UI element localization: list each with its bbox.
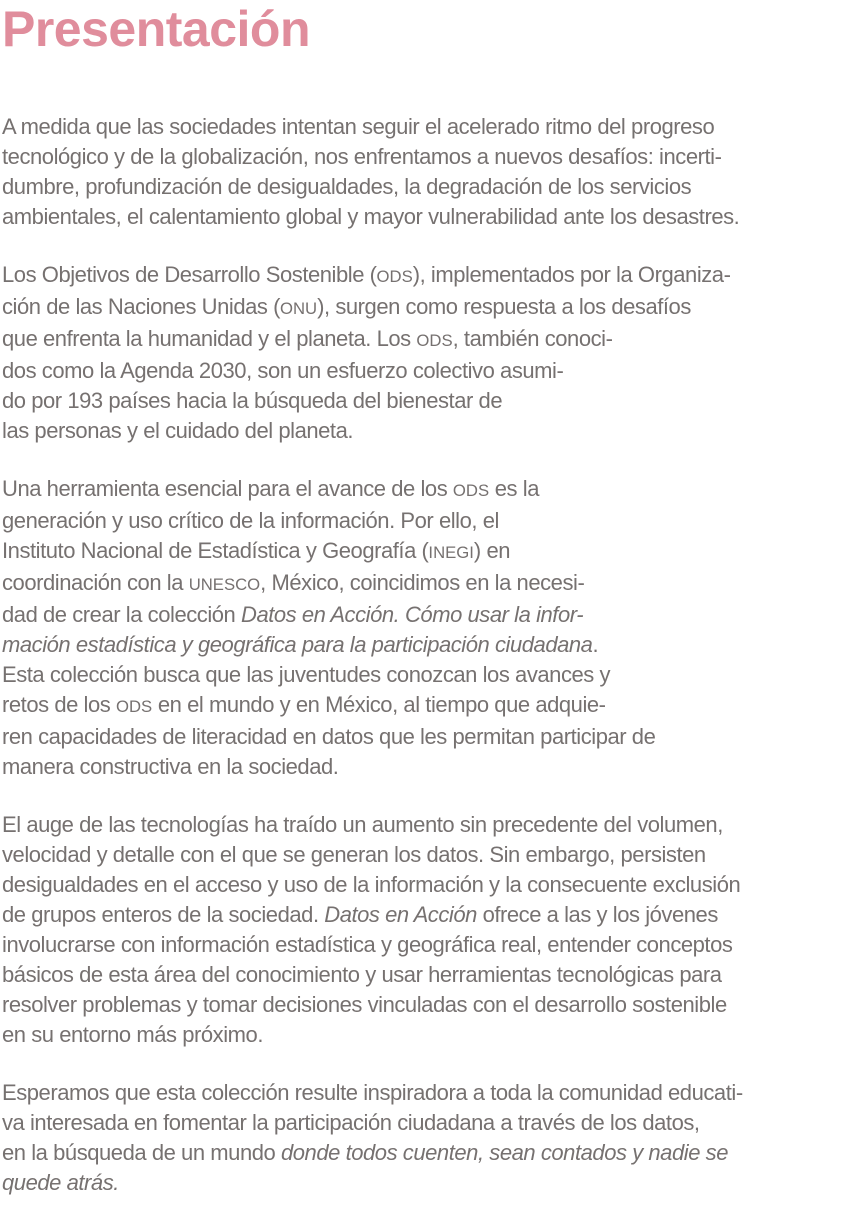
text-line: manera constructiva en la sociedad. xyxy=(2,754,339,779)
text-line: resolver problemas y tomar decisiones vinculadas con el desarrollo sostenible xyxy=(2,992,727,1017)
text-line: ren capacidades de literacidad en datos que les permitan participar de xyxy=(2,724,656,749)
paragraph-2 xyxy=(2,260,839,446)
text-line: en su entorno más próximo. xyxy=(2,1022,263,1047)
text-line: do por 193 países hacia la búsqueda del bienestar de xyxy=(2,388,503,413)
text-line: ción de las Naciones Unidas (ONU), surgen como respuesta a los desafíos xyxy=(2,294,691,319)
text-line: involucrarse con información estadística y geográfica real, entender conceptos xyxy=(2,932,733,957)
text-line: de grupos enteros de la sociedad. Datos en Acción ofrece a las y los jóvenes xyxy=(2,902,718,927)
text-line: Instituto Nacional de Estadística y Geografía (INEGI) en xyxy=(2,538,511,563)
text-line: velocidad y detalle con el que se generan los datos. Sin embargo, persisten xyxy=(2,842,706,867)
text-line: va interesada en fomentar la participación ciudadana a través de los datos, xyxy=(2,1110,700,1135)
text-line: Esta colección busca que las juventudes conozcan los avances y xyxy=(2,662,611,687)
text-line: A medida que las sociedades intentan seguir el acelerado ritmo del progreso xyxy=(2,114,715,139)
text-line: coordinación con la UNESCO, México, coincidimos en la necesi- xyxy=(2,570,585,595)
paragraph-1 xyxy=(2,112,839,232)
text-line: Una herramienta esencial para el avance de los ODS es la xyxy=(2,476,539,501)
text-line: Esperamos que esta colección resulte inspiradora a toda la comunidad educati- xyxy=(2,1080,743,1105)
paragraph-3 xyxy=(2,474,839,782)
paragraph-5 xyxy=(2,1078,839,1198)
body-text xyxy=(2,112,839,1198)
text-line: desigualdades en el acceso y uso de la información y la consecuente exclusión xyxy=(2,872,741,897)
paragraph-4 xyxy=(2,810,839,1050)
text-line: que enfrenta la humanidad y el planeta. Los ODS, también conoci- xyxy=(2,326,613,351)
text-line: dos como la Agenda 2030, son un esfuerzo colectivo asumi- xyxy=(2,358,564,383)
text-line: ambientales, el calentamiento global y mayor vulnerabilidad ante los desastres. xyxy=(2,204,740,229)
text-line: las personas y el cuidado del planeta. xyxy=(2,418,354,443)
text-line: retos de los ODS en el mundo y en México, al tiempo que adquie- xyxy=(2,692,606,717)
text-line: dad de crear la colección Datos en Acción. Cómo usar la infor- xyxy=(2,602,584,627)
text-line: El auge de las tecnologías ha traído un aumento sin precedente del volumen, xyxy=(2,812,723,837)
text-line: mación estadística y geográfica para la participación ciudadana. xyxy=(2,632,599,657)
text-line: quede atrás. xyxy=(2,1170,119,1195)
text-line: Los Objetivos de Desarrollo Sostenible (ODS), implementados por la Organiza- xyxy=(2,262,731,287)
text-line: dumbre, profundización de desigualdades, la degradación de los servicios xyxy=(2,174,692,199)
text-line: básicos de esta área del conocimiento y usar herramientas tecnológicas para xyxy=(2,962,722,987)
text-line: en la búsqueda de un mundo donde todos cuenten, sean contados y nadie se xyxy=(2,1140,728,1165)
text-line: tecnológico y de la globalización, nos enfrentamos a nuevos desafíos: incerti- xyxy=(2,144,722,169)
page-title: Presentación xyxy=(2,1,311,57)
text-line: generación y uso crítico de la información. Por ello, el xyxy=(2,508,499,533)
